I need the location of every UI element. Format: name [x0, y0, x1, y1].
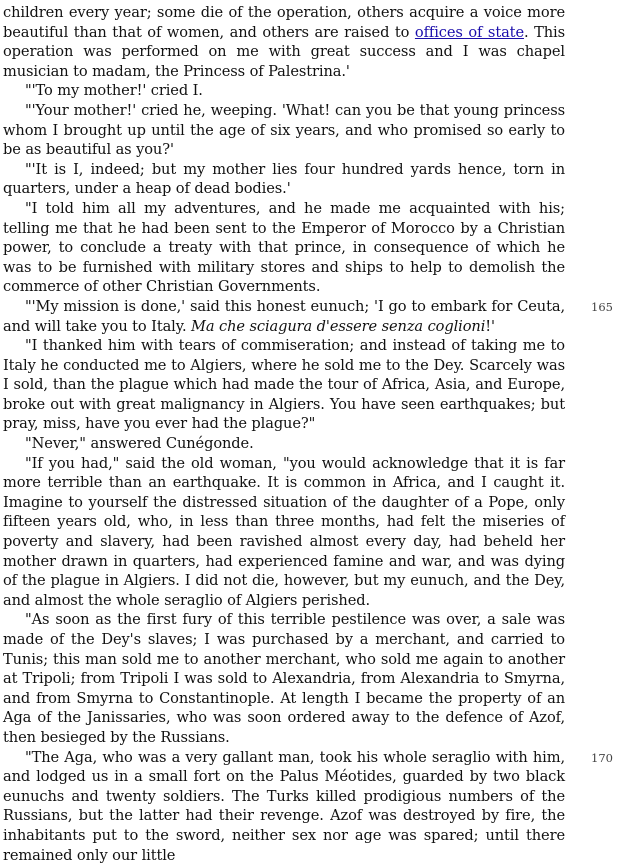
text-run: "'It is I, indeed; but my mother lies four hundred yards hence, torn in quarters, under a heap of dead bodies.' — [3, 160, 565, 198]
italic-phrase: Ma che sciagura d'essere senza coglioni — [191, 317, 486, 335]
paragraph — [3, 336, 565, 434]
line-number: 170 — [591, 750, 613, 765]
paragraph — [3, 434, 565, 454]
text-run: "'To my mother!' cried I. — [25, 82, 203, 100]
text-run: !' — [485, 317, 495, 335]
text-run: "Never," answered Cunégonde. — [25, 435, 254, 453]
paragraph — [3, 454, 565, 611]
text-run: "I thanked him with tears of commiseration; and instead of taking me to Italy he conducted me to Algiers, where he sold me to the Dey. Scarcely was I sold, than the plague which had made the tour of Africa, Asia, and Europe, broke out with great malignancy in Algiers. You have seen earthquakes; but pray, miss, have you ever had the plague?" — [3, 337, 565, 433]
paragraph — [3, 610, 565, 747]
paragraph — [3, 748, 565, 865]
text-run: "The Aga, who was a very gallant man, took his whole seraglio with him, and lodged us in a small fort on the Palus Méotides, guarded by two black eunuchs and twenty soldiers. The Turks killed prodigious numbers of the Russians, but the latter had their revenge. Azof was destroyed by fire, the inhabitants put to the sword, neither sex nor age was spared; until there remained only our little — [3, 748, 565, 864]
text-run: "As soon as the first fury of this terrible pestilence was over, a sale was made of the Dey's slaves; I was purchased by a merchant, and carried to Tunis; this man sold me to another merchant, who sold me again to another at Tripoli; from Tripoli I was sold to Alexandria, from Alexandria to Smyrna, and from Smyrna to Constantinople. At length I became the property of an Aga of the Janissaries, who was soon ordered away to the defence of Azof, then besieged by the Russians. — [3, 611, 565, 746]
text-run: "If you had," said the old woman, "you would acknowledge that it is far more terrible than an earthquake. It is common in Africa, and I caught it. Imagine to yourself the distressed situation of the daughter of a Pope, only fifteen years old, who, in less than three months, had felt the miseries of poverty and slavery, had been ravished almost every day, had beheld her mother drawn in quarters, had experienced famine and war, and was dying of the plague in Algiers. I did not die, however, but my eunuch, and the Dey, and almost the whole seraglio of Algiers perished. — [3, 454, 565, 609]
text-run: "'Your mother!' cried he, weeping. 'What! can you be that young princess whom I brought up until the age of six years, and who promised so early to be as beautiful as you?' — [3, 101, 565, 159]
text-run: . This operation was performed on me with great success and I was chapel musician to madam, the Princess of Palestrina.' — [3, 23, 565, 80]
text-column — [3, 3, 565, 865]
paragraph — [3, 81, 565, 101]
paragraph — [3, 160, 565, 199]
paragraph — [3, 297, 565, 336]
text-run: "'My mission is done,' said this honest eunuch; 'I go to embark for Ceuta, and will take you to Italy. — [3, 297, 565, 335]
paragraph — [3, 199, 565, 297]
paragraph — [3, 3, 565, 81]
line-number: 165 — [591, 299, 613, 314]
offices-of-state-link[interactable]: offices of state — [414, 23, 524, 41]
paragraph — [3, 101, 565, 160]
text-run: children every year; some die of the operation, others acquire a voice more beautiful than that of women, and others are raised to — [3, 4, 565, 41]
text-run: "I told him all my adventures, and he made me acquainted with his; telling me that he had been sent to the Emperor of Morocco by a Christian power, to conclude a treaty with that prince, in consequence of which he was to be furnished with military stores and ships to help to demolish the commerce of other Christian Governments. — [3, 199, 565, 296]
